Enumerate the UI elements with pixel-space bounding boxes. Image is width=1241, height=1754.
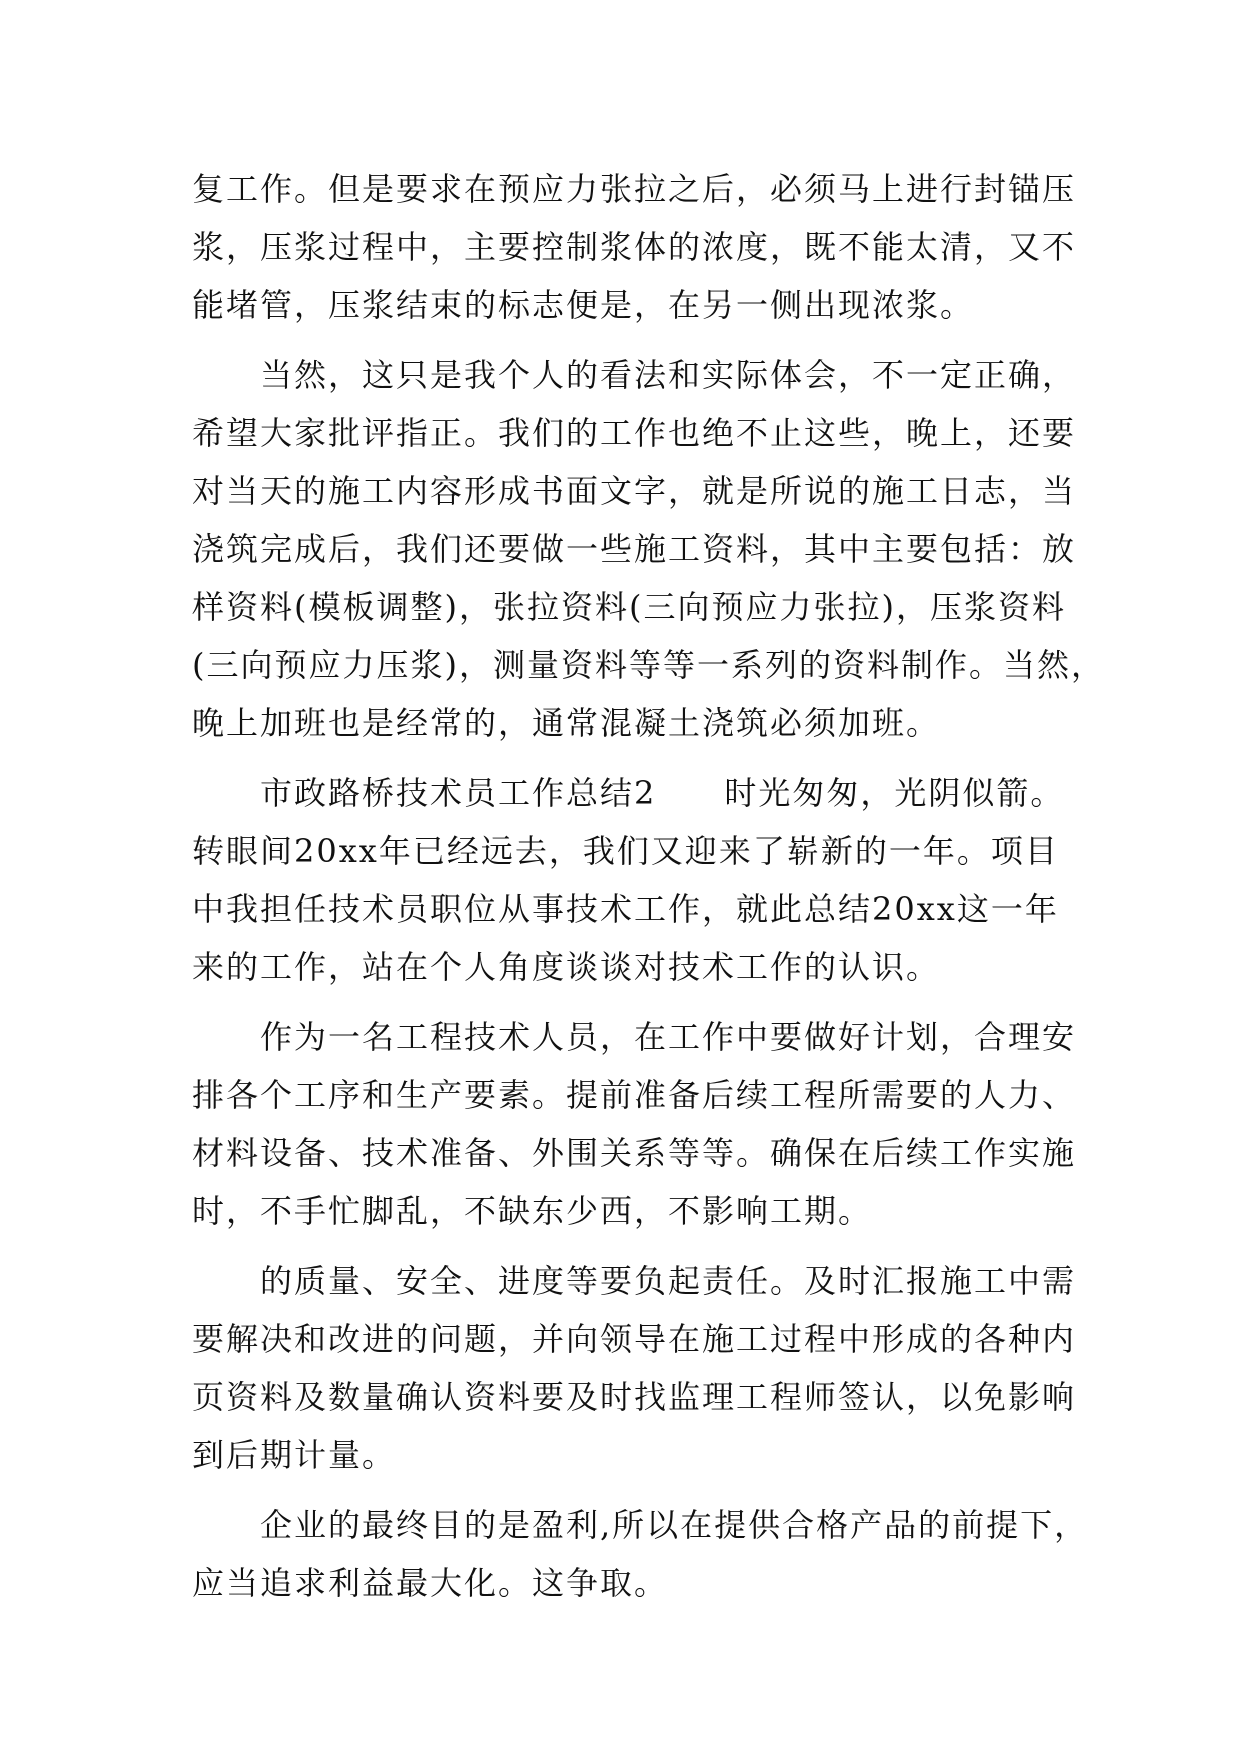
text-line: 作为一名工程技术人员，在工作中要做好计划，合理安 bbox=[192, 1018, 1077, 1056]
text-line: 晚上加班也是经常的，通常混凝土浇筑必须加班。 bbox=[192, 704, 941, 742]
text-line: 来的工作，站在个人角度谈谈对技术工作的认识。 bbox=[192, 948, 941, 986]
text-line: 要解决和改进的问题，并向领导在施工过程中形成的各种内 bbox=[192, 1320, 1077, 1358]
text-line: (三向预应力压浆)，测量资料等等一系列的资料制作。当然， bbox=[192, 646, 1105, 684]
text-line: 能堵管，压浆结束的标志便是，在另一侧出现浓浆。 bbox=[192, 286, 975, 324]
text-line: 希望大家批评指正。我们的工作也绝不止这些，晚上，还要 bbox=[192, 414, 1077, 452]
text-line: 浇筑完成后，我们还要做一些施工资料，其中主要包括：放 bbox=[192, 530, 1077, 568]
text-line: 样资料(模板调整)，张拉资料(三向预应力张拉)，压浆资料 bbox=[192, 588, 1066, 626]
document-body bbox=[192, 160, 1105, 1612]
text-line: 页资料及数量确认资料要及时找监理工程师签认，以免影响 bbox=[192, 1378, 1077, 1416]
text-line: 应当追求利益最大化。这争取。 bbox=[192, 1564, 669, 1602]
text-line: 当然，这只是我个人的看法和实际体会，不一定正确， bbox=[192, 356, 1077, 394]
text-line: 材料设备、技术准备、外围关系等等。确保在后续工作实施 bbox=[192, 1134, 1077, 1172]
text-line: 时，不手忙脚乱，不缺东少西，不影响工期。 bbox=[192, 1192, 873, 1230]
text-line: 到后期计量。 bbox=[192, 1436, 397, 1474]
text-line: 浆，压浆过程中，主要控制浆体的浓度，既不能太清，又不 bbox=[192, 228, 1077, 266]
text-line: 对当天的施工内容形成书面文字，就是所说的施工日志，当 bbox=[192, 472, 1077, 510]
text-line: 排各个工序和生产要素。提前准备后续工程所需要的人力、 bbox=[192, 1076, 1077, 1114]
text-line: 市政路桥技术员工作总结2 时光匆匆，光阴似箭。 bbox=[192, 774, 1065, 812]
text-line: 复工作。但是要求在预应力张拉之后，必须马上进行封锚压 bbox=[192, 170, 1077, 208]
text-line: 企业的最终目的是盈利,所以在提供合格产品的前提下， bbox=[192, 1506, 1089, 1544]
text-line: 转眼间20xx年已经远去，我们又迎来了崭新的一年。项目 bbox=[192, 832, 1059, 870]
text-line: 的质量、安全、进度等要负起责任。及时汇报施工中需 bbox=[192, 1262, 1077, 1300]
text-line: 中我担任技术员职位从事技术工作，就此总结20xx这一年 bbox=[192, 890, 1059, 928]
